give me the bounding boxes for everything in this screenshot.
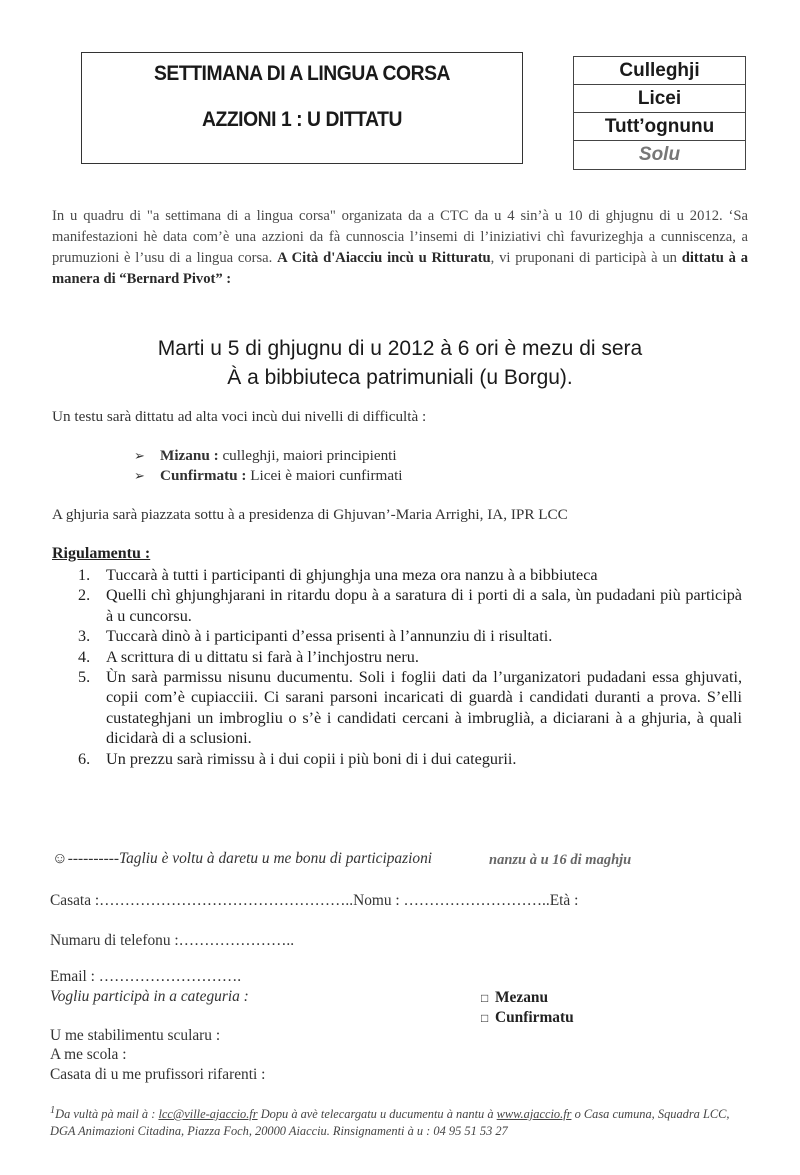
rules-title: Rigulamentu : bbox=[52, 545, 151, 562]
option-label: Mezanu bbox=[495, 989, 549, 1006]
level-item bbox=[134, 466, 403, 486]
rule-item: 5. Ùn sarà parmissu nisunu ducumentu. Soli i foglii dati da l’urganizatori pudadani essa ghjuvati, copii com’è cupiacciii. Ci sarani parsoni incaricati di guardà i candidati duranti a prova. S’elli custateghjani un imbrogliu o s’è i candidati cercani à imbruglià, a diciarani à a ghjuria, à quali dicidarà di a sclusioni. bbox=[78, 668, 742, 748]
phone-field[interactable]: Numaru di telefonu :………………….. bbox=[50, 932, 295, 949]
checkbox-icon[interactable]: □ bbox=[481, 1011, 489, 1025]
cut-line bbox=[52, 850, 632, 868]
rule-item: 3. Tuccarà dinò à i participanti d’essa prisenti à l’annunziu di i risultati. bbox=[78, 627, 553, 646]
level-desc: culleghji, maiori principienti bbox=[222, 447, 397, 464]
school-field[interactable]: U me stabilimentu scularu : bbox=[50, 1027, 221, 1044]
email-field[interactable]: Email : ………………………. bbox=[50, 968, 242, 985]
level-item bbox=[134, 446, 397, 466]
teacher-field[interactable]: Casata di u me prufissori rifarenti : bbox=[50, 1066, 266, 1083]
event-heading bbox=[0, 334, 800, 392]
rule-item: 1. Tuccarà à tutti i participanti di ghjunghja una meza ora nanzu à a bibbiuteca bbox=[78, 566, 598, 584]
email-link[interactable]: lcc@ville-ajaccio.fr bbox=[158, 1107, 258, 1122]
intro-text-2: , vi pruponani di participà à un bbox=[490, 250, 677, 266]
page-title: SETTIMANA DI A LINGUA CORSA bbox=[154, 62, 450, 85]
rule-item: 6. Un prezzu sarà rimissu à i dui copii i più boni di i dui categurii. bbox=[78, 749, 517, 768]
intro-organizer: A Cità d'Aiacciu incù u Ritturatu bbox=[277, 250, 491, 266]
rules-list bbox=[78, 565, 742, 769]
cut-text: ----------Tagliu è voltu à daretu u me bonu di participazioni bbox=[67, 850, 433, 867]
audience-row-culleghji: Culleghji bbox=[574, 57, 745, 85]
level-desc: Licei è maiori cunfirmati bbox=[250, 467, 403, 484]
audience-row-licei: Licei bbox=[574, 85, 745, 113]
rule-item: 2. Quelli chì ghjunghjarani in ritardu dopu à a saratura di i porti di a sala, ùn pudadani più participà à u cuncorsu. bbox=[78, 586, 742, 625]
audience-row-tuttognunu: Tutt’ognunu bbox=[574, 113, 745, 141]
arrow-bullet-icon: ➢ bbox=[134, 468, 145, 483]
audience-table bbox=[573, 56, 746, 170]
intro-paragraph bbox=[52, 206, 748, 290]
deadline: nanzu à u 16 di maghju bbox=[489, 852, 632, 868]
audience-row-solu: Solu bbox=[638, 144, 681, 165]
intro-text: In u quadru di "a settimana di a lingua corsa" organizata da a CTC da u 4 sin’à u 10 di ghjugnu di u 2012. ‘Sa manifestazioni hè data com’è una azzioni da fà cunnoscia l’insemi di l’iniziativi chì favurizeghja a cunniscenza, a prumuzioni è l’usu di a lingua corsa. bbox=[52, 208, 748, 266]
title-box bbox=[81, 52, 523, 164]
category-option-cunfirmatu[interactable] bbox=[481, 1009, 574, 1027]
rule-item: 4. A scrittura di u dittatu si farà à l’inchjostru neru. bbox=[78, 647, 419, 666]
intro-dictation: dittatu à a manera di “Bernard Pivot” : bbox=[52, 250, 749, 287]
text-read-line: Un testu sarà dittatu ad alta voci incù dui nivelli di difficultà : bbox=[52, 408, 427, 425]
smiley-icon: ☺ bbox=[52, 850, 68, 867]
arrow-bullet-icon: ➢ bbox=[134, 448, 145, 463]
checkbox-icon[interactable]: □ bbox=[481, 991, 489, 1005]
footnote-marker: 1 bbox=[50, 1105, 56, 1116]
footnote: $^1$Da vultà pà mail à : lcc@ville-ajaccio.fr Dopu à avè telecargatu u ducumentu à nantu à www.ajaccio.fr o Casa cumuna, Squadra LCC, DGA Animazioni Citadina, Piazza Foch, 20000 Aiacciu. Rinsignamenti à u : 04 95 51 53 27 bbox=[50, 1105, 730, 1139]
event-date: Marti u 5 di ghjugnu di u 2012 à 6 ori è mezu di sera bbox=[157, 337, 643, 360]
level-name: Cunfirmatu : bbox=[160, 467, 247, 484]
event-location: À a bibbiuteca patrimuniali (u Borgu). bbox=[227, 366, 573, 389]
website-link[interactable]: www.ajaccio.fr bbox=[496, 1107, 572, 1122]
category-option-mezanu[interactable] bbox=[481, 989, 548, 1007]
name-field[interactable]: Casata :…………………………………………..Nomu : ………………………..Età : bbox=[50, 892, 579, 909]
jury-line: A ghjuria sarà piazzata sottu à a presidenza di Ghjuvan’-Maria Arrighi, IA, IPR LCC bbox=[52, 506, 568, 523]
level-name: Mizanu : bbox=[160, 447, 219, 464]
page-subtitle: AZZIONI 1 : U DITTATU bbox=[202, 108, 402, 131]
class-field[interactable]: A me scola : bbox=[50, 1046, 127, 1063]
category-label: Vogliu participà in a categuria : bbox=[50, 988, 249, 1005]
option-label: Cunfirmatu bbox=[495, 1009, 574, 1026]
